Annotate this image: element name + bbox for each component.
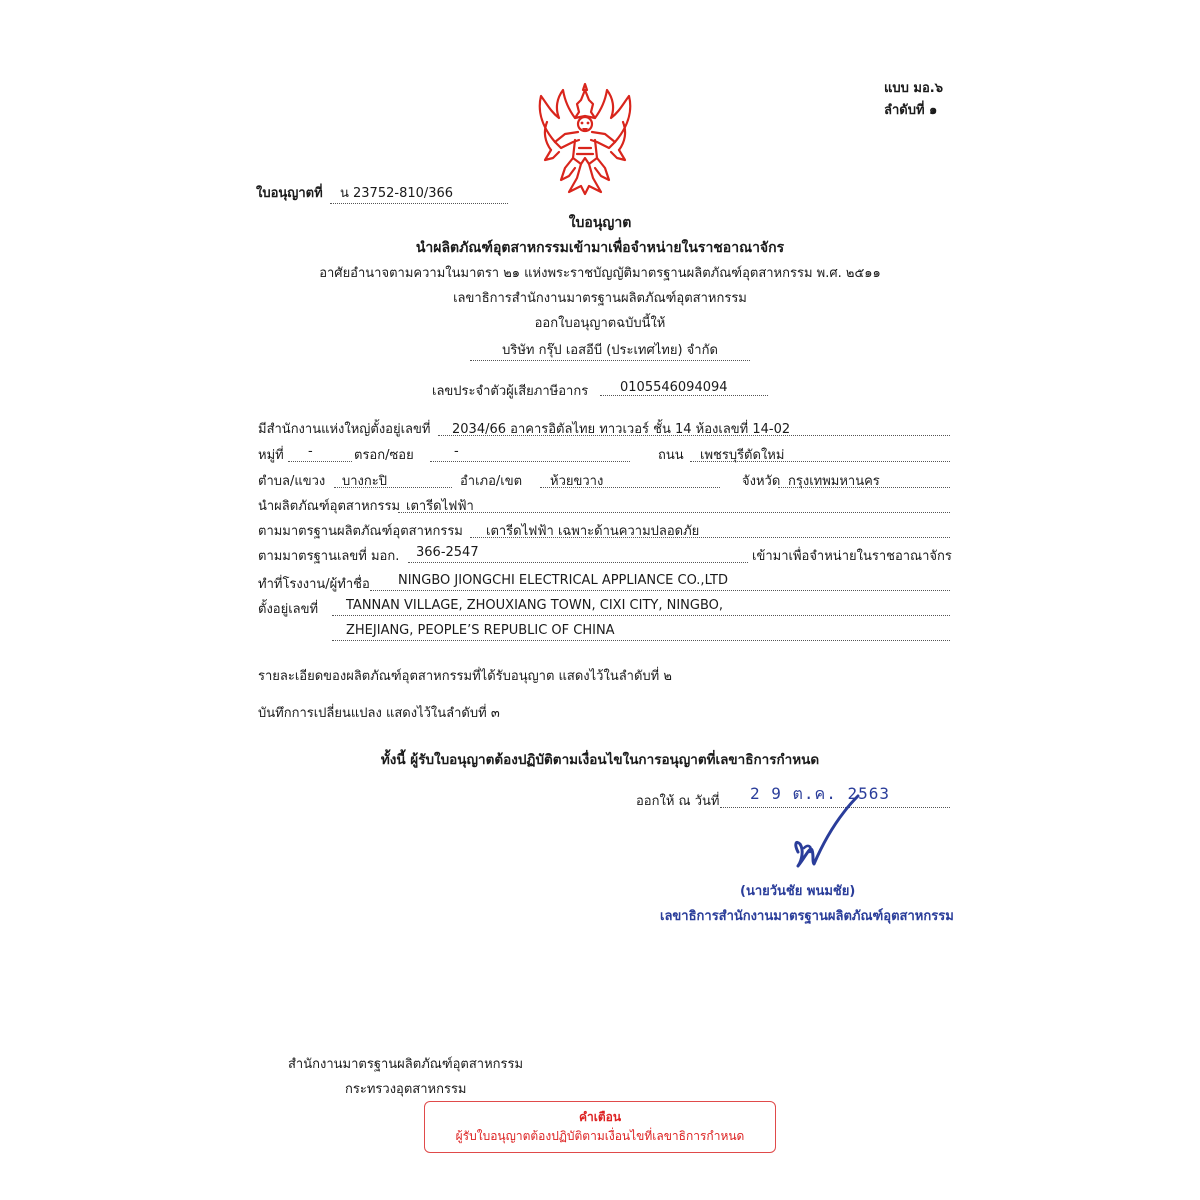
- district-value: ห้วยขวาง: [540, 470, 720, 488]
- province-value: กรุงเทพมหานคร: [778, 470, 950, 488]
- product-value: เตารีดไฟฟ้า: [398, 495, 950, 513]
- hq-value: 2034/66 อาคารอิตัลไทย ทาวเวอร์ ชั้น 14 ห้องเลขที่ 14-02: [438, 418, 950, 436]
- form-code: [884, 78, 943, 122]
- license-number-value: น 23752-810/366: [330, 182, 508, 204]
- warning-text: ผู้รับใบอนุญาตต้องปฏิบัติตามเงื่อนไขที่เลขาธิการกำหนด: [455, 1129, 745, 1143]
- moo-label: หมู่ที่: [258, 448, 284, 463]
- garuda-emblem-icon: [525, 82, 645, 200]
- standard-label: ตามมาตรฐานผลิตภัณฑ์อุตสาหกรรม: [258, 524, 463, 539]
- district-label: อำเภอ/เขต: [460, 474, 523, 489]
- soi-label: ตรอก/ซอย: [354, 448, 414, 463]
- license-number-label: ใบอนุญาตที่: [256, 186, 323, 201]
- issuer-title-text: เลขาธิการสำนักงานมาตรฐานผลิตภัณฑ์อุตสาหกรรม: [453, 291, 747, 306]
- warning-title: คำเตือน: [578, 1110, 622, 1124]
- standard-row: [258, 520, 950, 542]
- factory-label: ทำที่โรงงาน/ผู้ทำชื่อ: [258, 577, 370, 592]
- tax-id-value: 0105546094094: [600, 380, 768, 396]
- ministry-name: กระทรวงอุตสาหกรรม: [345, 1082, 467, 1097]
- document-subtitle: นำผลิตภัณฑ์อุตสาหกรรมเข้ามาเพื่อจำหน่ายในราชอาณาจักร: [415, 240, 785, 256]
- issued-date-label: ออกให้ ณ วันที่: [636, 794, 720, 809]
- signer-title: เลขาธิการสำนักงานมาตรฐานผลิตภัณฑ์อุตสาหกรรม: [660, 909, 954, 924]
- address-line1: TANNAN VILLAGE, ZHOUXIANG TOWN, CIXI CITY, NINGBO,: [332, 598, 950, 616]
- details-note: รายละเอียดของผลิตภัณฑ์อุตสาหกรรมที่ได้รับอนุญาต แสดงไว้ในลำดับที่ ๒: [258, 669, 672, 684]
- moo-soi-road-row: [258, 444, 950, 466]
- issued-date-value: 2 9 ต.ค. 2563: [720, 782, 950, 808]
- factory-value: NINGBO JIONGCHI ELECTRICAL APPLIANCE CO.,LTD: [370, 573, 950, 591]
- signature-icon: [760, 790, 870, 880]
- tis-row: [258, 545, 950, 567]
- factory-row: [258, 573, 950, 595]
- hq-label: มีสำนักงานแห่งใหญ่ตั้งอยู่เลขที่: [258, 422, 431, 437]
- road-value: เพชรบุรีตัดใหม่: [690, 444, 950, 462]
- warning-box: [424, 1101, 776, 1153]
- address-label: ตั้งอยู่เลขที่: [258, 602, 319, 617]
- standard-value: เตารีดไฟฟ้า เฉพาะด้านความปลอดภัย: [470, 520, 950, 538]
- form-code-line1: แบบ มอ.๖: [884, 81, 943, 96]
- factory-address-row: [258, 598, 950, 620]
- moo-value: -: [288, 444, 352, 462]
- tis-suffix: เข้ามาเพื่อจำหน่ายในราชอาณาจักร: [752, 549, 952, 564]
- condition-statement: ทั้งนี้ ผู้รับใบอนุญาตต้องปฏิบัติตามเงื่อนไขในการอนุญาตที่เลขาธิการกำหนด: [380, 752, 820, 768]
- hq-address-row: [258, 418, 950, 440]
- product-row: [258, 495, 950, 517]
- office-name: สำนักงานมาตรฐานผลิตภัณฑ์อุตสาหกรรม: [288, 1057, 524, 1072]
- province-label: จังหวัด: [742, 474, 781, 489]
- signer-name: (นายวันชัย พนมชัย): [740, 884, 856, 899]
- factory-address-row-2: [258, 623, 950, 645]
- form-code-line2: ลำดับที่ ๑: [884, 103, 938, 118]
- subdistrict-value: บางกะปิ: [334, 470, 452, 488]
- tis-value: 366-2547: [408, 545, 748, 563]
- document-title: ใบอนุญาต: [568, 215, 632, 231]
- tax-id-label: เลขประจำตัวผู้เสียภาษีอากร: [432, 384, 589, 399]
- road-label: ถนน: [658, 448, 684, 463]
- address-line2: ZHEJIANG, PEOPLE’S REPUBLIC OF CHINA: [332, 623, 950, 641]
- subdistrict-district-province-row: [258, 470, 950, 492]
- soi-value: -: [430, 444, 630, 462]
- company-name: บริษัท กรุ๊ป เอสอีบี (ประเทศไทย) จำกัด: [470, 339, 750, 361]
- product-label: นำผลิตภัณฑ์อุตสาหกรรม: [258, 499, 401, 514]
- tis-label: ตามมาตรฐานเลขที่ มอก.: [258, 549, 400, 564]
- subdistrict-label: ตำบล/แขวง: [258, 474, 326, 489]
- legal-authority-text: อาศัยอำนาจตามความในมาตรา ๒๑ แห่งพระราชบัญญัติมาตรฐานผลิตภัณฑ์อุตสาหกรรม พ.ศ. ๒๕๑๑: [319, 266, 881, 281]
- issued-to-text: ออกใบอนุญาตฉบับนี้ให้: [534, 316, 666, 331]
- changes-note: บันทึกการเปลี่ยนแปลง แสดงไว้ในลำดับที่ ๓: [258, 706, 500, 721]
